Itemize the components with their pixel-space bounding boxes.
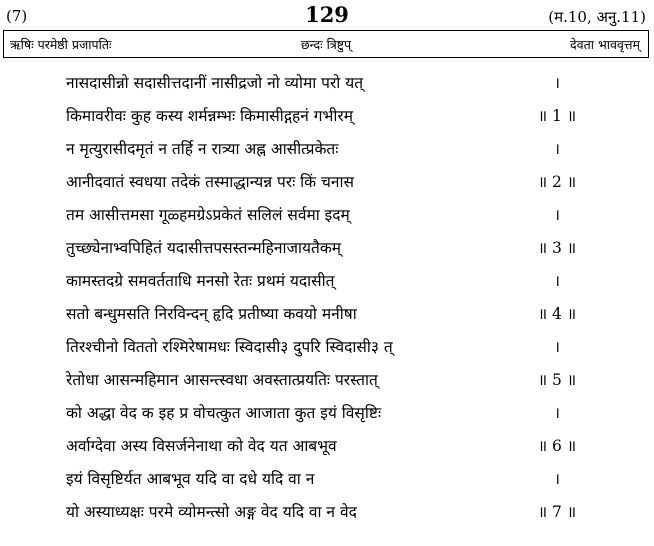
sukta-number: 129 [305, 2, 349, 27]
verse-text: तुच्छ्येनाभ्वपिहितं यदासीत्तपसस्तन्महिनाजायतैकम् [66, 239, 342, 257]
verse-text: कामस्तदग्रे समवर्तताधि मनसो रेतः प्रथमं यदासीत् [66, 272, 335, 290]
rishi-label: ऋषिः परमेष्ठी प्रजापतिः [10, 37, 112, 52]
devata-label: देवता भाववृत्तम् [570, 37, 640, 52]
verse-text: न मृत्युरासीदमृतं न तर्हि न रात्र्या अह्न आसीत्प्रकेतः [66, 140, 339, 158]
verse-line [0, 138, 654, 171]
verse-line [0, 72, 654, 105]
verse-marker: ॥ 7 ॥ [537, 503, 577, 521]
sukta-metadata-box [3, 30, 649, 58]
verse-marker: । [554, 338, 560, 356]
verse-line [0, 270, 654, 303]
verse-marker: । [554, 470, 560, 488]
verse-text: आनीदवातं स्वधया तदेकं तस्माद्धान्यन्न परः किं चनास [66, 173, 354, 191]
verse-text: नासदासीन्नो सदासीत्तदानीं नासीद्रजो नो व्योमा परो यत् [66, 74, 364, 92]
verse-marker: ॥ 6 ॥ [537, 437, 577, 455]
verse-line [0, 435, 654, 468]
verse-text: रेतोधा आसन्महिमान आसन्त्स्वधा अवस्तात्प्रयतिः परस्तात् [66, 371, 378, 389]
verse-line [0, 171, 654, 204]
verse-line [0, 369, 654, 402]
verse-marker: ॥ 4 ॥ [537, 305, 577, 323]
verse-line [0, 402, 654, 435]
verse-marker: ॥ 1 ॥ [537, 107, 577, 125]
verse-text: यो अस्याध्यक्षः परमे व्योमन्त्सो अङ्ग वेद यदि वा न वेद [66, 503, 357, 521]
verse-text: इयं विसृष्टिर्यत आबभूव यदि वा दधे यदि वा न [66, 470, 315, 488]
verse-marker: । [554, 404, 560, 422]
chhandas-label: छन्दः त्रिष्टुप् [300, 37, 352, 52]
verse-marker: । [554, 206, 560, 224]
mandala-anuvaka-reference: (म.10, अनु.11) [548, 8, 646, 26]
verse-marker: ॥ 2 ॥ [537, 173, 577, 191]
verse-marker: । [554, 140, 560, 158]
verse-line [0, 468, 654, 501]
verse-line [0, 105, 654, 138]
verse-line [0, 204, 654, 237]
sukta-index: (7) [6, 7, 28, 25]
verse-marker: । [554, 272, 560, 290]
verse-marker: ॥ 3 ॥ [537, 239, 577, 257]
verse-text: को अद्धा वेद क इह प्र वोचत्कुत आजाता कुत इयं विसृष्टिः [66, 404, 382, 422]
verse-text: अर्वाग्देवा अस्य विसर्जनेनाथा को वेद यत आबभूव [66, 437, 337, 455]
verse-text: सतो बन्धुमसति निरविन्दन् हृदि प्रतीष्या कवयो मनीषा [66, 305, 357, 323]
verse-text: किमावरीवः कुह कस्य शर्मन्नम्भः किमासीद्गहनं गभीरम् [66, 107, 353, 125]
verse-line [0, 336, 654, 369]
verse-marker: । [554, 74, 560, 92]
verse-list [0, 72, 654, 534]
verse-line [0, 501, 654, 534]
verse-marker: ॥ 5 ॥ [537, 371, 577, 389]
page-header [0, 2, 654, 28]
verse-text: तिरश्चीनो विततो रश्मिरेषामधः स्विदासी३ दुपरि स्विदासी३ त् [66, 338, 393, 356]
verse-line [0, 237, 654, 270]
verse-text: तम आसीत्तमसा गूळ्हमग्रेऽप्रकेतं सलिलं सर्वमा इदम् [66, 206, 350, 224]
verse-line [0, 303, 654, 336]
